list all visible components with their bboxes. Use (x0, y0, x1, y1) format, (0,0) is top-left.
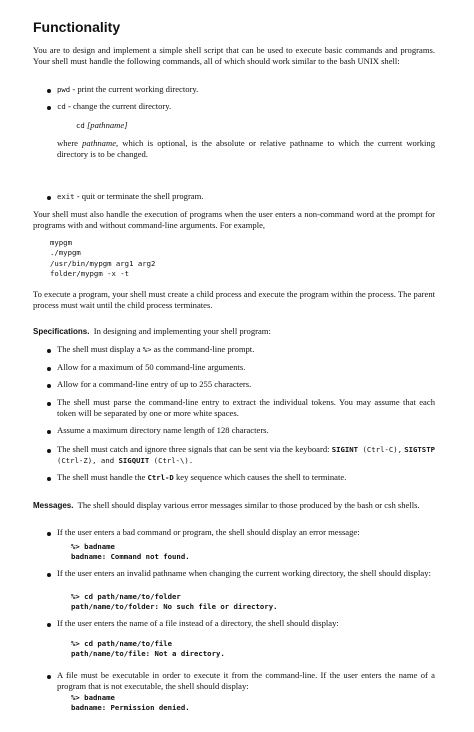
list-item-pwd (57, 84, 437, 95)
ctrl-backslash-code: (Ctrl-\). (149, 456, 194, 466)
pathname-term: pathname (82, 138, 117, 148)
specifications-intro (33, 326, 435, 337)
bullet-marker (47, 349, 51, 353)
message-item-invalid-path: If the user enters an invalid pathname when changing the current working directory, the shell should display: (57, 568, 431, 578)
bullet-marker (47, 402, 51, 406)
message-code-invalid-path: %> cd path/name/to/folder path/name/to/folder: No such file or directory. (71, 592, 278, 612)
exit-description: - quit or terminate the shell program. (74, 191, 204, 201)
list-item-cd (57, 101, 437, 112)
ctrl-c-code: (Ctrl-C), (358, 445, 403, 454)
spec-text: as the command-line prompt. (151, 344, 255, 354)
spec-text: The shell must display a (57, 344, 143, 354)
messages-heading: Messages. (33, 501, 74, 510)
spec-text: key sequence which causes the shell to terminate. (173, 472, 347, 482)
program-examples: mypgm ./mypgm /usr/bin/mypgm arg1 arg2 folder/mypgm -x -t (50, 238, 156, 279)
message-item-not-directory: If the user enters the name of a file instead of a directory, the shell should display: (57, 618, 339, 628)
intro-paragraph: You are to design and implement a simple shell script that can be used to execute basic commands and programs. Your shell must handle the following commands, all of which should work similar to the bash UNIX shell: (33, 45, 435, 67)
ctrl-z-code: (Ctrl-Z), and (57, 456, 119, 466)
child-process-paragraph: To execute a program, your shell must create a child process and execute the program within the process. The parent process must wait until the child process terminates. (33, 289, 435, 311)
programs-paragraph: Your shell must also handle the execution of programs when the user enters a non-command word at the prompt for programs with and without command-line arguments. For example, (33, 209, 435, 231)
where-text: where (57, 138, 83, 148)
bullet-marker (47, 532, 51, 536)
specifications-heading: Specifications. (33, 327, 90, 336)
command-cd: cd (57, 102, 66, 111)
spec-item-length: Allow for a command-line entry of up to 255 characters. (57, 379, 252, 389)
prompt-code: %> (142, 345, 152, 354)
message-code-permission: %> badname badname: Permission denied. (71, 693, 190, 713)
message-code-not-directory: %> cd path/name/to/file path/name/to/file: Not a directory. (71, 639, 225, 659)
sigtstp-code: SIGTSTP (404, 445, 435, 454)
bullet-marker (47, 430, 51, 434)
spec-item-dirname: Assume a maximum directory name length of 128 characters. (57, 425, 269, 435)
bullet-marker (47, 573, 51, 577)
list-item-exit (57, 191, 437, 202)
messages-intro (33, 500, 435, 511)
bullet-marker (47, 89, 51, 93)
messages-lead: The shell should display various error messages similar to those produced by the bash or csh shells. (77, 500, 420, 510)
spec-item-ctrl-d (57, 472, 437, 483)
bullet-marker (47, 623, 51, 627)
sigint-code: SIGINT (331, 445, 359, 454)
cd-syntax-argument: [pathname] (86, 120, 128, 130)
spec-item-args: Allow for a maximum of 50 command-line arguments. (57, 362, 246, 372)
cd-syntax (76, 120, 128, 131)
cd-explanation (57, 138, 435, 160)
specifications-lead: In designing and implementing your shell program: (93, 326, 271, 336)
bullet-marker (47, 477, 51, 481)
message-item-bad-command: If the user enters a bad command or program, the shell should display an error message: (57, 527, 360, 537)
message-item-permission: A file must be executable in order to execute it from the command-line. If the user enters the name of a program that is not executable, the shell should display: (57, 670, 435, 692)
spec-text: The shell must handle the (57, 472, 148, 482)
cd-description: - change the current directory. (65, 101, 172, 111)
bullet-marker (47, 449, 51, 453)
bullet-marker (47, 367, 51, 371)
spec-item-prompt (57, 344, 437, 355)
sigquit-code: SIGQUIT (118, 456, 150, 466)
cd-syntax-command: cd (76, 121, 85, 130)
bullet-marker (47, 196, 51, 200)
command-pwd: pwd (57, 85, 71, 94)
where-rest: , which is optional, is the absolute or relative pathname to which the current working directory is to be changed. (57, 138, 435, 160)
spec-item-parse: The shell must parse the command-line entry to extract the individual tokens. You may assume that each token will be separated by one or more white spaces. (57, 397, 435, 419)
command-exit: exit (57, 192, 75, 201)
spec-text: The shell must catch and ignore three signals that can be sent via the keyboard: (57, 444, 332, 454)
bullet-marker (47, 384, 51, 388)
spec-item-signals (57, 444, 435, 466)
message-code-bad-command: %> badname badname: Command not found. (71, 542, 190, 562)
bullet-marker (47, 675, 51, 679)
ctrl-d-code: Ctrl-D (147, 473, 174, 482)
pwd-description: - print the current working directory. (70, 84, 199, 94)
bullet-marker (47, 106, 51, 110)
section-title: Functionality (33, 19, 121, 35)
